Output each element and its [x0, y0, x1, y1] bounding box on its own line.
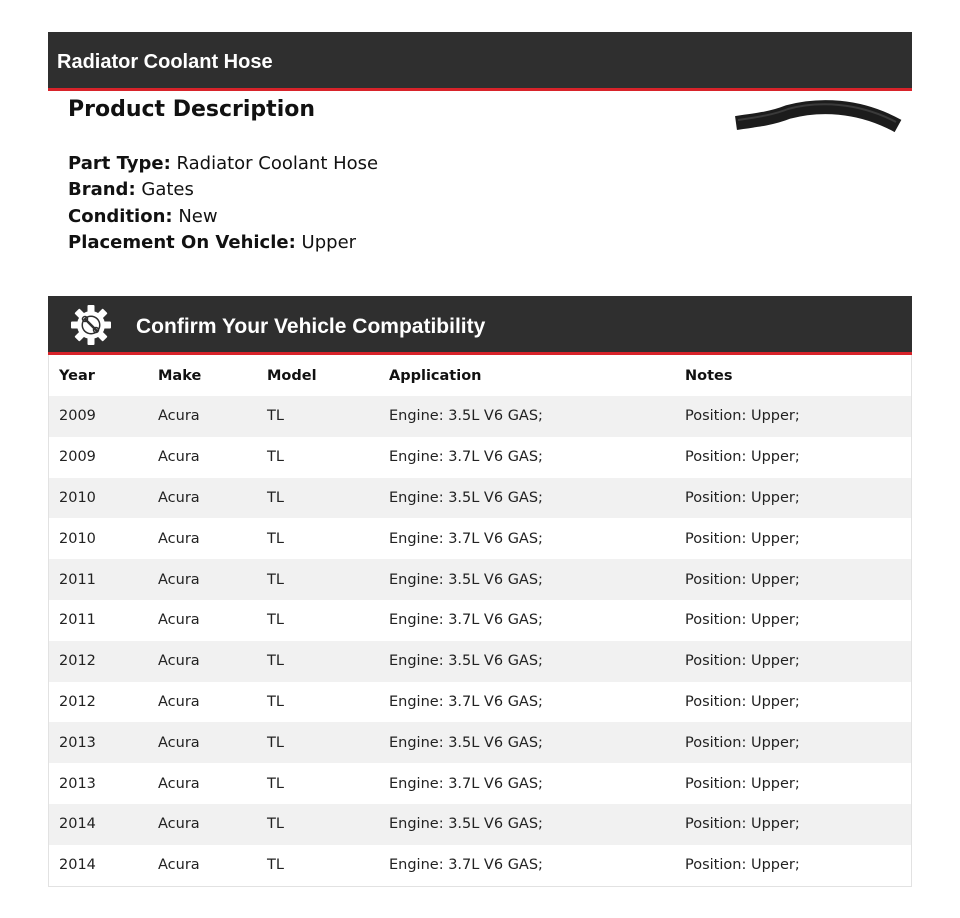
- spec-brand: [68, 177, 378, 203]
- cell-application: Engine: 3.7L V6 GAS;: [389, 612, 543, 629]
- cell-notes: Position: Upper;: [685, 653, 800, 670]
- cell-model: TL: [267, 408, 284, 425]
- cell-make: Acura: [158, 408, 200, 425]
- gear-wrench-icon: [70, 304, 112, 346]
- cell-notes: Position: Upper;: [685, 408, 800, 425]
- cell-notes: Position: Upper;: [685, 816, 800, 833]
- cell-model: TL: [267, 775, 284, 792]
- cell-make: Acura: [158, 816, 200, 833]
- table-row: [49, 600, 912, 641]
- cell-application: Engine: 3.5L V6 GAS;: [389, 734, 543, 751]
- cell-make: Acura: [158, 775, 200, 792]
- cell-make: Acura: [158, 857, 200, 874]
- cell-year: 2010: [59, 489, 96, 506]
- cell-year: 2011: [59, 612, 96, 629]
- cell-application: Engine: 3.7L V6 GAS;: [389, 693, 543, 710]
- table-row: [49, 804, 912, 845]
- column-header-make: Make: [158, 367, 202, 384]
- cell-application: Engine: 3.7L V6 GAS;: [389, 775, 543, 792]
- column-header-application: Application: [389, 367, 482, 384]
- spec-placement: [68, 230, 378, 256]
- cell-make: Acura: [158, 734, 200, 751]
- product-description-heading: Product Description: [68, 97, 316, 122]
- cell-application: Engine: 3.5L V6 GAS;: [389, 816, 543, 833]
- column-header-notes: Notes: [685, 367, 733, 384]
- cell-year: 2009: [59, 408, 96, 425]
- table-row: [49, 641, 912, 682]
- cell-application: Engine: 3.7L V6 GAS;: [389, 857, 543, 874]
- cell-model: TL: [267, 612, 284, 629]
- cell-application: Engine: 3.5L V6 GAS;: [389, 571, 543, 588]
- cell-notes: Position: Upper;: [685, 775, 800, 792]
- cell-year: 2013: [59, 734, 96, 751]
- spec-label: Condition:: [68, 205, 173, 227]
- spec-value: Radiator Coolant Hose: [176, 153, 379, 174]
- spec-label: Brand:: [68, 179, 136, 201]
- table-row: [49, 478, 912, 519]
- cell-notes: Position: Upper;: [685, 449, 800, 466]
- table-header-row: [49, 355, 912, 396]
- cell-model: TL: [267, 530, 284, 547]
- cell-model: TL: [267, 693, 284, 710]
- cell-model: TL: [267, 857, 284, 874]
- compatibility-bar: [48, 296, 912, 355]
- cell-make: Acura: [158, 489, 200, 506]
- table-row: [49, 682, 912, 723]
- cell-model: TL: [267, 653, 284, 670]
- product-image-hose: [728, 98, 908, 144]
- column-header-model: Model: [267, 367, 317, 384]
- table-row: [49, 559, 912, 600]
- cell-year: 2010: [59, 530, 96, 547]
- compatibility-table: [48, 355, 912, 887]
- cell-model: TL: [267, 571, 284, 588]
- table-row: [49, 763, 912, 804]
- cell-make: Acura: [158, 612, 200, 629]
- compatibility-title: Confirm Your Vehicle Compatibility: [136, 315, 486, 338]
- cell-year: 2014: [59, 857, 96, 874]
- spec-part-type: [68, 151, 378, 177]
- cell-notes: Position: Upper;: [685, 571, 800, 588]
- cell-year: 2011: [59, 571, 96, 588]
- table-row: [49, 437, 912, 478]
- cell-application: Engine: 3.5L V6 GAS;: [389, 408, 543, 425]
- table-row: [49, 845, 912, 886]
- column-header-year: Year: [59, 367, 95, 384]
- cell-notes: Position: Upper;: [685, 612, 800, 629]
- cell-make: Acura: [158, 693, 200, 710]
- cell-make: Acura: [158, 449, 200, 466]
- product-title: Radiator Coolant Hose: [57, 51, 273, 73]
- cell-application: Engine: 3.7L V6 GAS;: [389, 530, 543, 547]
- cell-model: TL: [267, 816, 284, 833]
- cell-make: Acura: [158, 530, 200, 547]
- spec-label: Part Type:: [68, 153, 171, 174]
- cell-model: TL: [267, 734, 284, 751]
- cell-model: TL: [267, 489, 284, 506]
- cell-application: Engine: 3.5L V6 GAS;: [389, 489, 543, 506]
- cell-year: 2013: [59, 775, 96, 792]
- product-specs: [68, 151, 378, 256]
- spec-value: Upper: [301, 231, 357, 253]
- table-row: [49, 722, 912, 763]
- spec-value: Gates: [141, 179, 194, 201]
- spec-value: New: [178, 205, 218, 227]
- cell-notes: Position: Upper;: [685, 734, 800, 751]
- cell-year: 2012: [59, 693, 96, 710]
- cell-application: Engine: 3.5L V6 GAS;: [389, 653, 543, 670]
- spec-label: Placement On Vehicle:: [68, 231, 296, 253]
- cell-notes: Position: Upper;: [685, 489, 800, 506]
- cell-year: 2009: [59, 449, 96, 466]
- cell-application: Engine: 3.7L V6 GAS;: [389, 449, 543, 466]
- cell-make: Acura: [158, 571, 200, 588]
- product-title-bar: [48, 32, 912, 91]
- table-row: [49, 396, 912, 437]
- cell-year: 2014: [59, 816, 96, 833]
- table-row: [49, 518, 912, 559]
- cell-model: TL: [267, 449, 284, 466]
- cell-notes: Position: Upper;: [685, 693, 800, 710]
- spec-condition: [68, 204, 378, 230]
- cell-notes: Position: Upper;: [685, 530, 800, 547]
- cell-year: 2012: [59, 653, 96, 670]
- cell-make: Acura: [158, 653, 200, 670]
- cell-notes: Position: Upper;: [685, 857, 800, 874]
